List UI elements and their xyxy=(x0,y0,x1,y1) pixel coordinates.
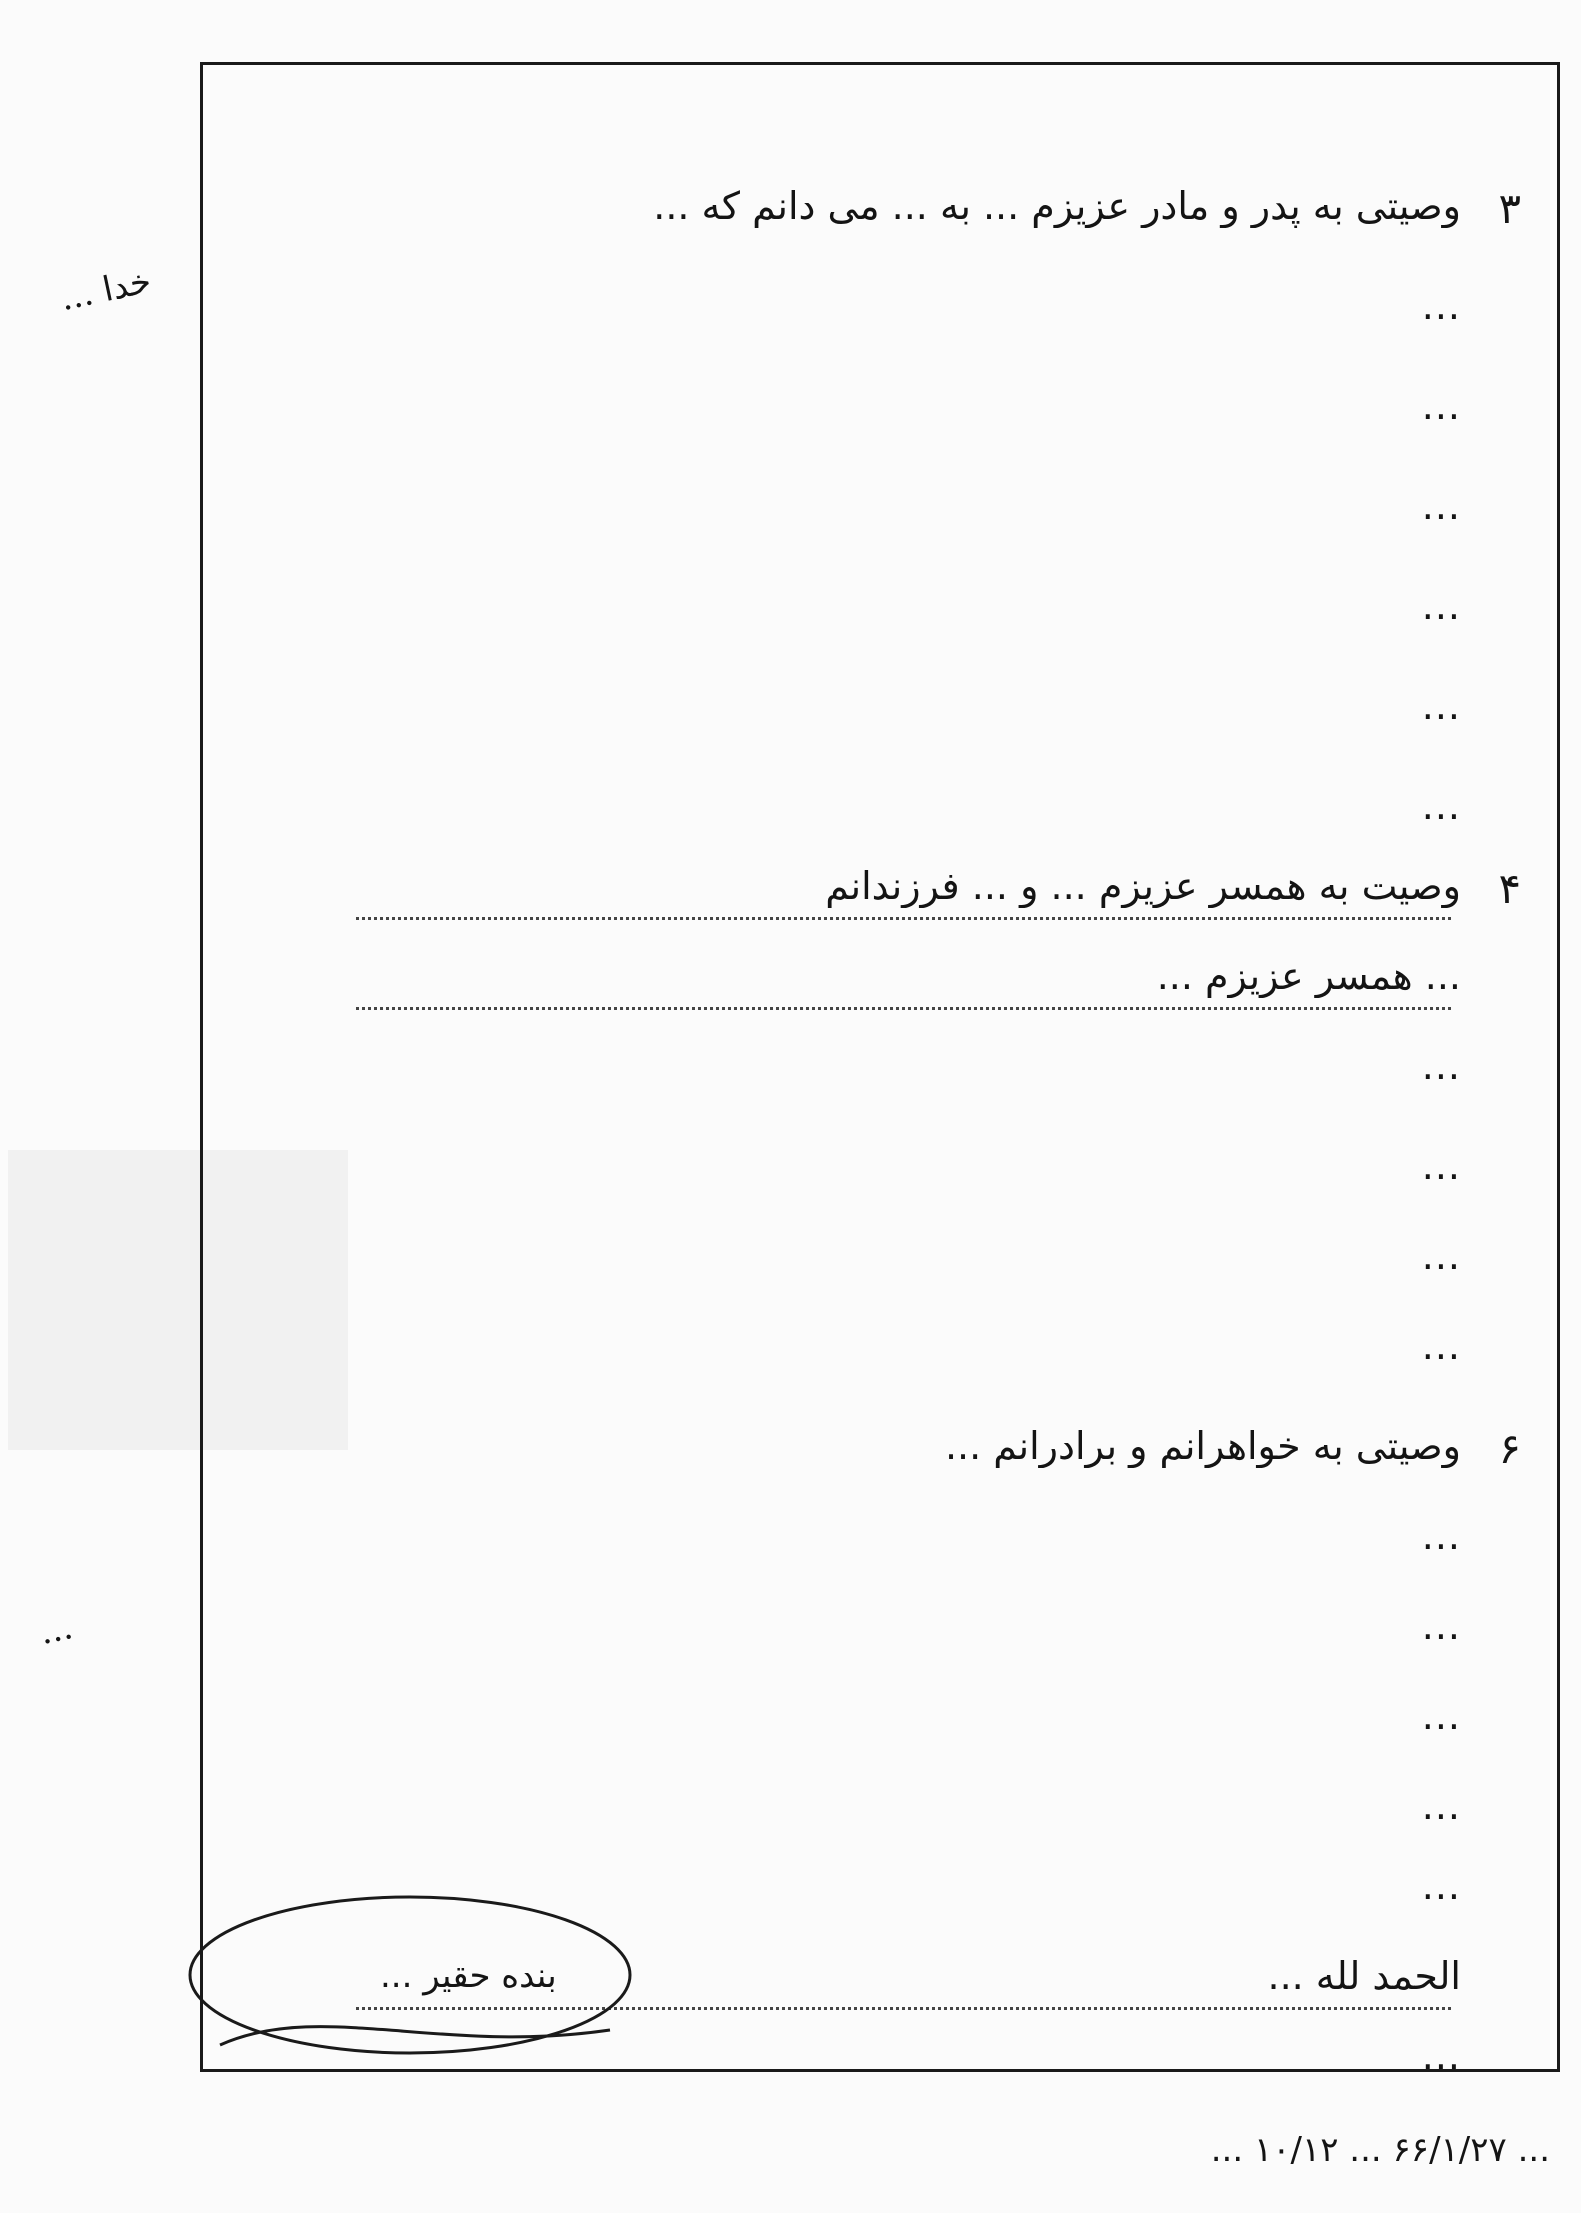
margin-note: ... xyxy=(36,1607,77,1653)
line-text: ... xyxy=(1421,684,1461,728)
text-line xyxy=(36,1690,1581,1764)
section-number: ۳ xyxy=(1498,184,1521,233)
section-number: ۶ xyxy=(1498,1424,1521,1473)
margin-note: خدا ... xyxy=(56,260,155,320)
line-text: وصیتی به پدر و مادر عزیزم ... به ... می دانم که ... xyxy=(653,184,1461,228)
dotted-rule xyxy=(356,917,1451,920)
text-line xyxy=(36,380,1581,454)
text-line xyxy=(36,1600,1581,1674)
text-line xyxy=(36,1420,1581,1494)
text-line xyxy=(36,860,1581,934)
footer-date: ... ۶۶/۱/۲۷ ... ۱۰/۱۲ ... xyxy=(1210,2130,1550,2170)
text-line xyxy=(36,480,1581,554)
line-text: ... xyxy=(1421,784,1461,828)
signature-text: بنده حقیر ... xyxy=(380,1956,557,1996)
line-text: الحمد لله ... xyxy=(1267,1954,1461,1998)
signature-stamp xyxy=(180,1880,650,2080)
line-text: ... xyxy=(1421,1234,1461,1278)
line-text: ... xyxy=(1421,2034,1461,2078)
dotted-rule xyxy=(356,1007,1451,1010)
text-line xyxy=(36,180,1581,254)
line-text: وصیت به همسر عزیزم ... و ... فرزندانم xyxy=(825,864,1461,908)
text-line xyxy=(36,1510,1581,1584)
text-line xyxy=(36,1780,1581,1854)
text-line xyxy=(36,1140,1581,1214)
line-text: ... xyxy=(1421,284,1461,328)
line-text: ... xyxy=(1421,1324,1461,1368)
line-text: ... xyxy=(1421,1044,1461,1088)
text-line xyxy=(36,950,1581,1024)
line-text: ... xyxy=(1421,484,1461,528)
text-line xyxy=(36,780,1581,854)
line-text: ... xyxy=(1421,1144,1461,1188)
text-line xyxy=(36,280,1581,354)
text-line xyxy=(36,580,1581,654)
line-text: ... همسر عزیزم ... xyxy=(1156,954,1461,998)
section-number: ۴ xyxy=(1498,864,1521,913)
line-text: ... xyxy=(1421,1694,1461,1738)
line-text: وصیتی به خواهرانم و برادرانم ... xyxy=(944,1424,1461,1468)
text-line xyxy=(36,1230,1581,1304)
line-text: ... xyxy=(1421,1864,1461,1908)
text-line xyxy=(36,1040,1581,1114)
line-text: ... xyxy=(1421,1784,1461,1828)
line-text: ... xyxy=(1421,1514,1461,1558)
line-text: ... xyxy=(1421,384,1461,428)
text-line xyxy=(36,1320,1581,1394)
line-text: ... xyxy=(1421,1604,1461,1648)
text-line xyxy=(36,680,1581,754)
line-text: ... xyxy=(1421,584,1461,628)
